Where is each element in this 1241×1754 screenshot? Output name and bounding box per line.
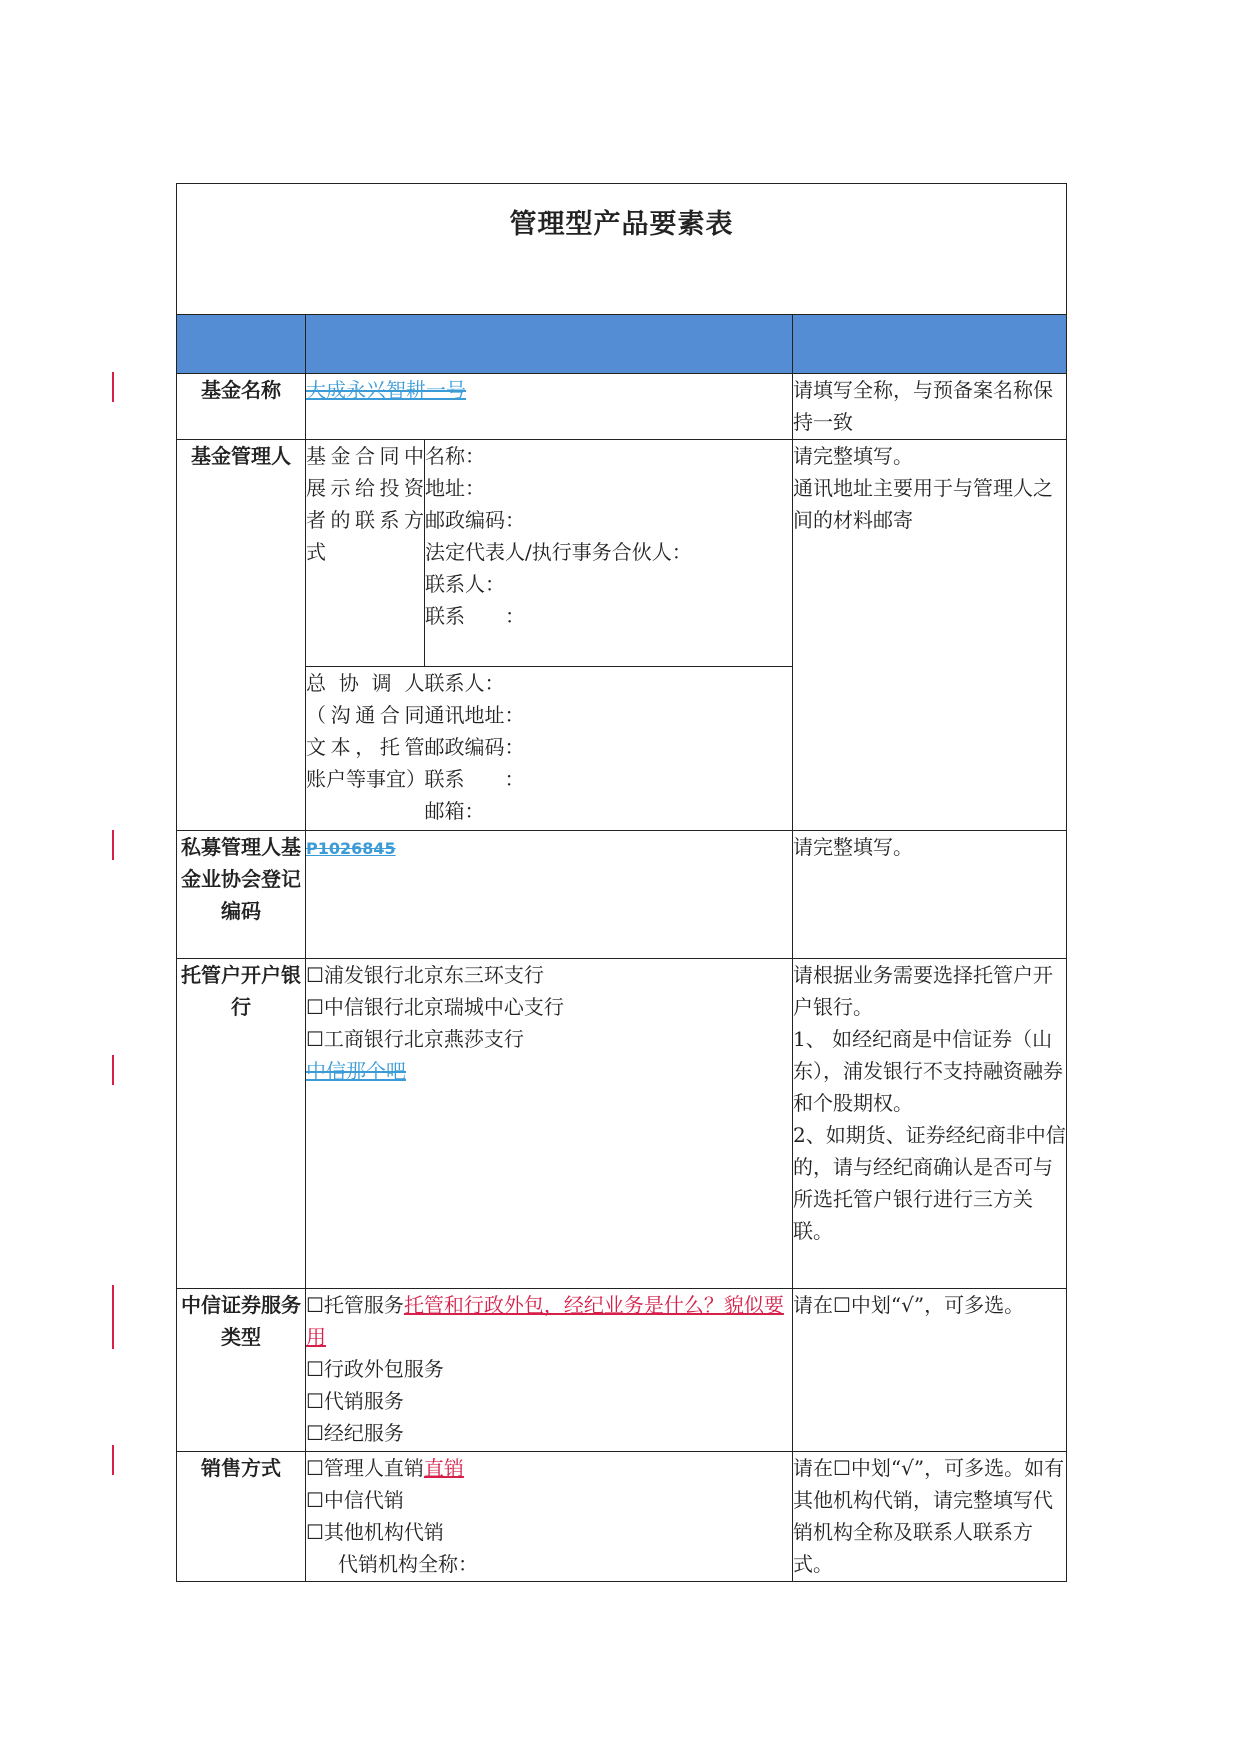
fund-name-label: 基金名称	[177, 374, 306, 440]
service-type-label: 中信证券服务类型	[177, 1289, 306, 1452]
coordinator-field: 联系 ：	[424, 766, 525, 791]
fund-manager-contacts	[306, 440, 793, 831]
registration-label: 私募管理人基金业协会登记编码	[177, 831, 306, 959]
coordinator-field: 通讯地址：	[424, 702, 525, 727]
header-band	[177, 315, 1067, 374]
service-option-brokerage[interactable]: ☐经纪服务	[306, 1421, 404, 1445]
registration-note: 请完整填写。	[793, 831, 1067, 959]
custody-note-line: 请根据业务需要选择托管户开户银行。	[793, 963, 1053, 1019]
registration-deleted-text: P1026845	[306, 839, 396, 858]
header-band-col-2	[306, 315, 793, 374]
change-bar-registration	[112, 830, 114, 860]
row-custody-bank	[177, 959, 1067, 1289]
fund-manager-note-line: 通讯地址主要用于与管理人之间的材料邮寄	[793, 476, 1053, 532]
row-sales-method	[177, 1452, 1067, 1582]
sales-method-label: 销售方式	[177, 1452, 306, 1582]
row-service-type	[177, 1289, 1067, 1452]
product-elements-table	[176, 183, 1067, 1582]
change-bar-fund-name	[112, 372, 114, 402]
registration-value	[306, 831, 793, 959]
contact-fields	[425, 440, 793, 666]
row-registration	[177, 831, 1067, 959]
service-option-agency[interactable]: ☐代销服务	[306, 1389, 404, 1413]
sales-option-other[interactable]: ☐其他机构代销	[306, 1520, 444, 1544]
coordinator-field: 邮箱：	[424, 798, 485, 823]
coordinator-fields	[425, 666, 793, 830]
contact-field: 联系人：	[425, 572, 505, 596]
contact-field: 名称：	[425, 444, 485, 468]
contact-field: 法定代表人/执行事务合伙人：	[425, 540, 692, 564]
contact-field: 联系 ：	[425, 604, 525, 628]
coordinator-field: 联系人：	[424, 670, 505, 695]
coordinator-label: 总协调人（沟通合同文本，托管账户等事宜）	[306, 666, 425, 830]
custody-note-line: 1、 如经纪商是中信证券（山东），浦发银行不支持融资融券和个股期权。	[793, 1027, 1063, 1115]
page-title: 管理型产品要素表	[509, 209, 734, 240]
sales-method-note: 请在☐中划“√”，可多选。如有其他机构代销，请完整填写代销机构全称及联系人联系方式。	[793, 1452, 1067, 1582]
fund-manager-note	[793, 440, 1067, 831]
change-bar-sales	[112, 1445, 114, 1475]
service-type-options	[306, 1289, 793, 1452]
custody-option-citic[interactable]: ☐中信银行北京瑞城中心支行	[306, 995, 564, 1019]
service-inserted-comment: 托管和行政外包，经纪业务是什么？貌似要用	[306, 1293, 784, 1349]
fund-manager-label: 基金管理人	[177, 440, 306, 831]
fund-name-deleted-text: 大成永兴智耕一号	[306, 378, 466, 402]
agency-name-label: 代销机构全称：	[338, 1552, 478, 1576]
change-bar-service	[112, 1285, 114, 1349]
service-type-note: 请在☐中划“√”，可多选。	[793, 1289, 1067, 1452]
contact-field: 邮政编码：	[425, 508, 525, 532]
fund-name-value	[306, 374, 793, 440]
header-band-col-1	[177, 315, 306, 374]
fund-manager-note-line: 请完整填写。	[793, 444, 913, 468]
sales-inserted-comment: 直销	[423, 1456, 464, 1480]
sales-method-options	[306, 1452, 793, 1582]
custody-deleted-text: 中信那个吧	[306, 1059, 406, 1083]
row-fund-manager	[177, 440, 1067, 831]
custody-note-line: 2、如期货、证券经纪商非中信的，请与经纪商确认是否可与所选托管户银行进行三方关联。	[793, 1123, 1066, 1243]
title-cell	[177, 184, 1067, 315]
custody-option-icbc[interactable]: ☐工商银行北京燕莎支行	[306, 1027, 524, 1051]
service-option-admin[interactable]: ☐行政外包服务	[306, 1357, 444, 1381]
row-fund-name	[177, 374, 1067, 440]
custody-bank-note	[793, 959, 1067, 1289]
custody-bank-options	[306, 959, 793, 1289]
sales-option-citic[interactable]: ☐中信代销	[306, 1488, 404, 1512]
custody-option-spdb[interactable]: ☐浦发银行北京东三环支行	[306, 963, 544, 987]
sales-option-direct[interactable]: ☐管理人直销	[306, 1456, 424, 1480]
header-band-col-3	[793, 315, 1067, 374]
fund-manager-inner-table	[306, 440, 792, 830]
contact-method-label: 基金合同中展示给投资者的联系方式	[306, 440, 425, 666]
coordinator-field: 邮政编码：	[424, 734, 525, 759]
service-option-custody[interactable]: ☐托管服务	[306, 1293, 404, 1317]
fund-name-note: 请填写全称，与预备案名称保持一致	[793, 374, 1067, 440]
custody-bank-label: 托管户开户银行	[177, 959, 306, 1289]
change-bar-custody	[112, 1055, 114, 1085]
contact-field: 地址：	[425, 476, 485, 500]
